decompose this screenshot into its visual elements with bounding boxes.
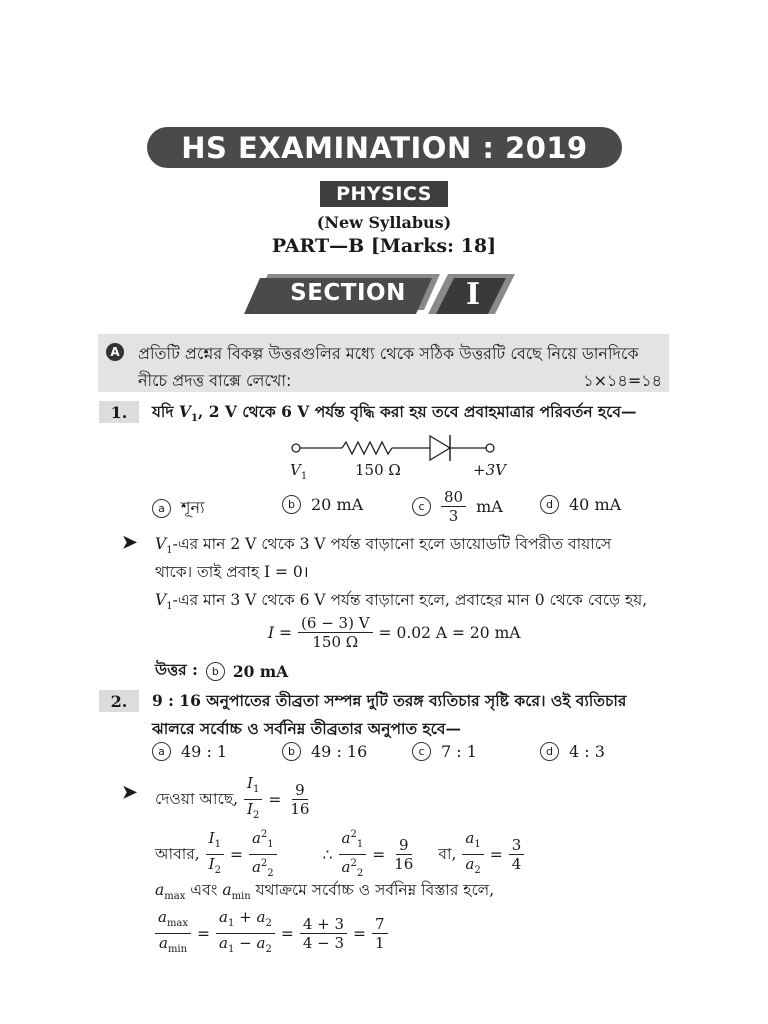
syllabus-note: (New Syllabus): [316, 213, 452, 232]
option-c[interactable]: [412, 742, 477, 761]
circuit-left-label: $V_1$: [290, 461, 308, 482]
solution-arrow-icon: ➤: [122, 532, 138, 553]
solution-ratio-line: আবার, $\frac{I_1}{I_2}$ = $\frac{a^2_1}{a^2_2}$ ∴ $\frac{a^2_1}{a^2_2}$ = $\frac{9}{16}$ বা, $\frac{a_1}{a_2}$ = $\frac{3}{4}$: [155, 826, 524, 883]
instruction-line-1: প্রতিটি প্রশ্নের বিকল্প উত্তরগুলির মধ্যে থেকে সঠিক উত্তরটি বেছে নিয়ে ডানদিকে: [138, 344, 639, 363]
question-number: 2.: [99, 690, 139, 712]
option-c-marker: c: [412, 497, 431, 516]
option-a-marker: a: [152, 742, 171, 761]
option-a[interactable]: [152, 742, 227, 761]
instruction-line-2: নীচে প্রদত্ত বাক্সে লেখো:: [138, 371, 292, 390]
option-c[interactable]: [412, 488, 503, 525]
option-d-marker: d: [540, 742, 559, 761]
solution-line-3: $V_1-এর$ মান 3 V থেকে 6 V পর্যন্ত বাড়ানো হলে, প্রবাহের মান 0 থেকে বেড়ে হয়,: [155, 591, 648, 613]
question-text-line-1: 9 : 16 অনুপাতের তীব্রতা সম্পন্ন দুটি তরঙ্গ ব্যতিচার সৃষ্টি করে। ওই ব্যতিচার: [152, 691, 627, 710]
exam-title: HS EXAMINATION : 2019: [147, 127, 622, 168]
part-marks: PART—B [Marks: 18]: [271, 235, 497, 257]
option-b-text: 20 mA: [311, 495, 364, 514]
option-b[interactable]: [282, 495, 363, 514]
subject-label: PHYSICS: [320, 181, 448, 207]
option-b-marker: b: [282, 742, 301, 761]
circuit-right-label: +3V: [473, 461, 506, 479]
solution-equation: I = $\frac{(6 - 3) V}{150 \Omega}$ = 0.02 A = 20 mA: [268, 614, 521, 651]
option-b-marker: b: [282, 495, 301, 514]
option-a-text: 49 : 1: [181, 742, 228, 761]
solution-amplitude-line: $a_{max}$ এবং $a_{min}$ যথাক্রমে সর্বোচ্চ ও সর্বনিম্ন বিস্তার হলে,: [155, 881, 495, 903]
question-text-line-2: ঝালরে সর্বোচ্চ ও সর্বনিম্ন তীব্রতার অনুপাত হবে—: [152, 719, 462, 738]
solution-arrow-icon: ➤: [122, 782, 138, 803]
option-c-fraction: $\frac{80}{3}$: [441, 488, 466, 525]
circuit-resistor-label: 150 Ω: [355, 461, 401, 479]
option-d[interactable]: [540, 742, 605, 761]
instruction-marks: ১×১৪=১৪: [583, 371, 662, 390]
option-c-text: 7 : 1: [441, 742, 477, 761]
answer-line: উত্তর : b 20 mA: [155, 660, 289, 681]
option-d-marker: d: [540, 495, 559, 514]
option-b-text: 49 : 16: [311, 742, 368, 761]
option-d-text: 4 : 3: [569, 742, 605, 761]
option-d-text: 40 mA: [569, 495, 622, 514]
option-a-text: শূন্য: [181, 498, 205, 517]
option-a-marker: a: [152, 499, 171, 518]
solution-final-ratio: $\frac{a_{max}}{a_{min}}$ = $\frac{a_1 + a_2}{a_1 - a_2}$ = $\frac{4 + 3}{4 - 3}$ = $\frac{7}{1}$: [155, 908, 388, 959]
question-text: যদি $V_1$, 2 V থেকে 6 V পর্যন্ত বৃদ্ধি করা হয় তবে প্রবাহমাত্রার পরিবর্তন হবে—: [152, 402, 637, 425]
option-c-unit: mA: [476, 497, 503, 516]
solution-line-1: $V_1-এর$ মান 2 V থেকে 3 V পর্যন্ত বাড়ানো হলে ডায়োডটি বিপরীত বায়াসে: [155, 535, 612, 557]
option-d[interactable]: [540, 495, 621, 514]
solution-given: দেওয়া আছে, $\frac{I_1}{I_2}$ = $\frac{9}{16}$: [155, 774, 310, 821]
answer-marker: b: [206, 662, 225, 681]
section-number: I: [465, 276, 481, 312]
solution-line-2: থাকে। তাই প্রবাহ I = 0।: [155, 563, 309, 581]
option-a[interactable]: [152, 495, 205, 522]
question-number: 1.: [99, 401, 139, 423]
instruction-badge: A: [106, 343, 124, 361]
option-b[interactable]: [282, 742, 367, 761]
section-label: SECTION: [290, 280, 406, 306]
option-c-marker: c: [412, 742, 431, 761]
